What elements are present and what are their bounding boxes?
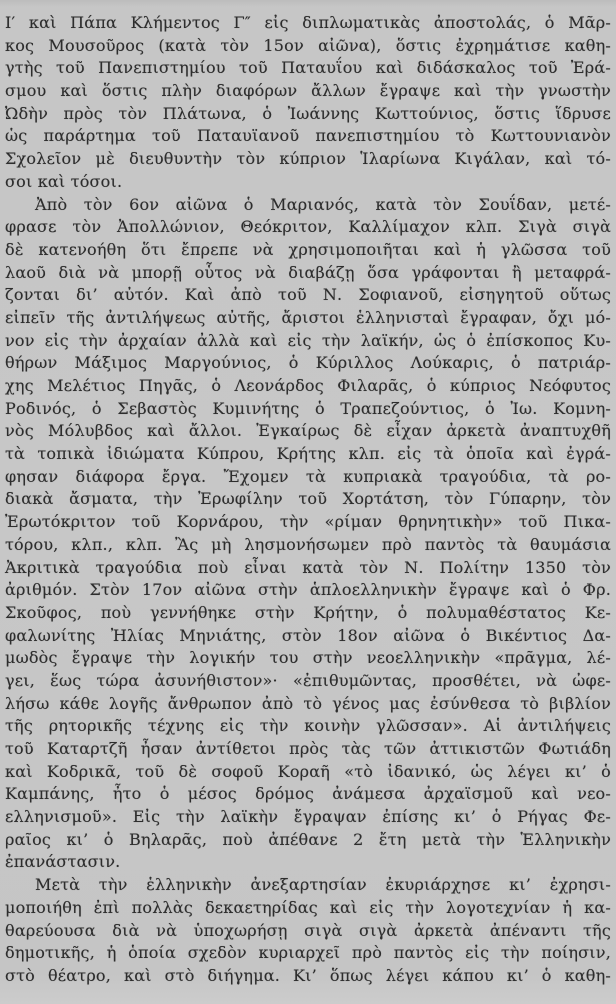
text-line: καὶ Κοδρικᾶ, τοῦ δὲ σοφοῦ Κοραῆ «τὸ ἰδανικό, ὡς λέγει κι’ ὁ [5, 761, 611, 781]
text-line: τοῦ Καταρτζῆ ἦσαν ἀντίθετοι πρὸς τὰς τῶν ἀττικιστῶν Φωτιάδη [5, 739, 611, 758]
text-line: Ἀπὸ τὸν 6ον αἰῶνα ὁ Μαριανός, κατὰ τὸν Σουΐδαν, μετέ- [35, 194, 611, 214]
text-line: χης Μελέτιος Πηγᾶς, ὁ Λεονάρδος Φιλαρᾶς, ὁ κύπριος Νεόφυτος [5, 376, 611, 395]
text-line: νον εἰς τὴν ἀρχαίαν ἀλλὰ καὶ εἰς τὴν λαϊκήν, ὡς ὁ ἐπίσκοπος Κυ- [5, 330, 611, 350]
text-line: ἐπανάστασιν. [5, 852, 121, 872]
text-line: τὰ τοπικὰ ἰδιώματα Κύπρου, Κρήτης κλπ. εἰς τὰ ὁποῖα καὶ ἐγρά- [5, 444, 611, 464]
text-line: γει, ἕως τώρα ἀσυνήθιστον»· «ἐπιθυμῶντας, προσθέτει, νὰ ὠφε- [5, 670, 611, 690]
text-line: εἰπεῖν τῆς ἀντιλήψεως αὐτῆς, ἄριστοι ἑλληνισταὶ ἔγραφαν, ὄχι μό- [5, 307, 611, 327]
text-line: σμου καὶ ὅστις πλὴν διαφόρων ἄλλων ἔγραψε καὶ τὴν γνωστὴν [5, 81, 611, 101]
text-line: Καμπάνης, ἦτο ὁ μέσος δρόμος ἀνάμεσα ἀρχαϊσμοῦ καὶ νεο- [5, 784, 611, 804]
text-line: φρασε τὸν Ἀπολλώνιον, Θεόκριτον, Καλλίμαχον κλπ. Σιγὰ σιγὰ [5, 217, 611, 237]
text-line: Ἐρωτόκριτον τοῦ Κορνάρου, τὴν «ρίμαν θρηνητικὴν» τοῦ Πικα- [5, 512, 611, 532]
text-line: φησαν διάφορα ἔργα. Ἔχομεν τὰ κυπριακὰ τραγούδια, τὰ ρο- [5, 466, 611, 486]
text-line: στὸ θέατρο, καὶ στὸ διήγημα. Κι’ ὅπως λέγει κάπου κι’ ὁ καθη- [5, 965, 611, 985]
text-line: διακὰ ἄσματα, τὴν Ἐρωφίλην τοῦ Χορτάτση, τὸν Γύπαρην, τὸν [5, 489, 611, 509]
text-line: γτὴς τοῦ Πανεπιστημίου τοῦ Παταυΐου καὶ διδάσκαλος τοῦ Ἐρά- [5, 58, 611, 78]
text-line: θαρεύουσα διὰ νὰ ὑποχωρήσῃ σιγὰ σιγὰ ἀρκετὰ ἀπέναντι τῆς [5, 920, 611, 940]
text-line: κος Μουσοῦρος (κατὰ τὸν 15ον αἰῶνα), ὅστις ἐχρημάτισε καθη- [5, 35, 611, 55]
text-line: Ἀκριτικὰ τραγούδια ποὺ εἶναι κατὰ τὸν Ν. Πολίτην 1350 τὸν [5, 557, 611, 577]
text-line: τῆς ρητορικῆς τέχνης εἰς τὴν κοινὴν γλῶσσαν». Αἱ ἀντιλήψεις [5, 716, 611, 736]
text-line: τόρου, κλπ., κλπ. Ἂς μὴ λησμονήσωμεν πρὸ παντὸς τὰ θαυμάσια [5, 534, 611, 554]
text-line: δημοτικῆς, ἡ ὁποία σχεδὸν κυριαρχεῖ πρὸ παντὸς εἰς τὴν ποίησιν, [5, 943, 611, 963]
text-line: λαοῦ διὰ νὰ μπορῇ οὗτος νὰ διαβάζῃ ὅσα γράφονται ἢ μεταφρά- [5, 262, 611, 282]
text-line: λήσω κάθε λογῆς ἄνθρωπον ἀπὸ τὸ γένος μας ἐσύνθεσα τὸ βιβλίον [5, 693, 611, 713]
text-line: ελληνισμοῦ». Εἰς τὴν λαϊκὴν ἔγραψαν ἐπίσης κι’ ὁ Ρήγας Φε- [5, 807, 611, 827]
text-line: δὲ κατενοήθη ὅτι ἔπρεπε νὰ χρησιμοποιῆται καὶ ἡ γλῶσσα τοῦ [5, 239, 611, 259]
text-line: ραῖος κι’ ὁ Βηλαρᾶς, ποὺ ἀπέθανε 2 ἔτη μετὰ τὴν Ἑλληνικὴν [5, 829, 611, 849]
text-line: Ὠδὴν πρὸς τὸν Πλάτωνα, ὁ Ἰωάννης Κωττούνιος, ὅστις ἵδρυσε [5, 103, 611, 123]
text-line: φαλωνίτης Ἠλίας Μηνιάτης, στὸν 18ον αἰῶνα ὁ Βικέντιος Δα- [5, 625, 611, 645]
text-line: Σχολεῖον μὲ διευθυντὴν τὸν κύπριον Ἱλαρίωνα Κιγάλαν, καὶ τό- [5, 149, 611, 169]
text-line: ζονται δι’ αὐτόν. Καὶ ἀπὸ τοῦ Ν. Σοφιανοῦ, εἰσηγητοῦ οὕτως [5, 285, 611, 305]
text-line: μοποιήθη ἐπὶ πολλὰς δεκαετηρίδας καὶ εἰς τὴν λογοτεχνίαν ἡ κα- [5, 897, 611, 917]
text-line: Ροδινός, ὁ Σεβαστὸς Κυμινήτης ὁ Τραπεζούντιος, ὁ Ἰω. Κομνη- [5, 398, 611, 418]
text-line: νὸς Μόλυβδος καὶ ἄλλοι. Ἐγκαίρως δὲ εἶχαν ἀρκετὰ ἀναπτυχθῆ [5, 421, 611, 441]
text-line: σοι καὶ τόσοι. [5, 171, 123, 191]
text-line: Σκοῦφος, ποὺ γεννήθηκε στὴν Κρήτην, ὁ πολυμαθέστατος Κε- [5, 602, 611, 622]
text-line: μωδὸς ἔγραψε τὴν λογικήν του στὴν νεοελληνικὴν «πρᾶγμα, λέ- [5, 648, 611, 668]
text-line: ἀριθμόν. Στὸν 17ον αἰῶνα στὴν ἁπλοελληνικὴν ἔγραψε καὶ ὁ Φρ. [5, 580, 611, 600]
text-line: θήρων Μάξιμος Μαργούνιος, ὁ Κύριλλος Λούκαρις, ὁ πατριάρ- [5, 353, 611, 373]
text-line: ὡς παράρτημα τοῦ Παταυϊανοῦ πανεπιστημίου τὸ Κωττουνιανὸν [5, 126, 611, 146]
text-line: Ι′ καὶ Πάπα Κλήμεντος Γ″ εἰς διπλωματικὰς ἀποστολάς, ὁ Μᾶρ- [5, 13, 611, 32]
text-line: Μετὰ τὴν ἑλληνικὴν ἀνεξαρτησίαν ἐκυριάρχησε κι’ ἐχρησι- [35, 875, 611, 895]
